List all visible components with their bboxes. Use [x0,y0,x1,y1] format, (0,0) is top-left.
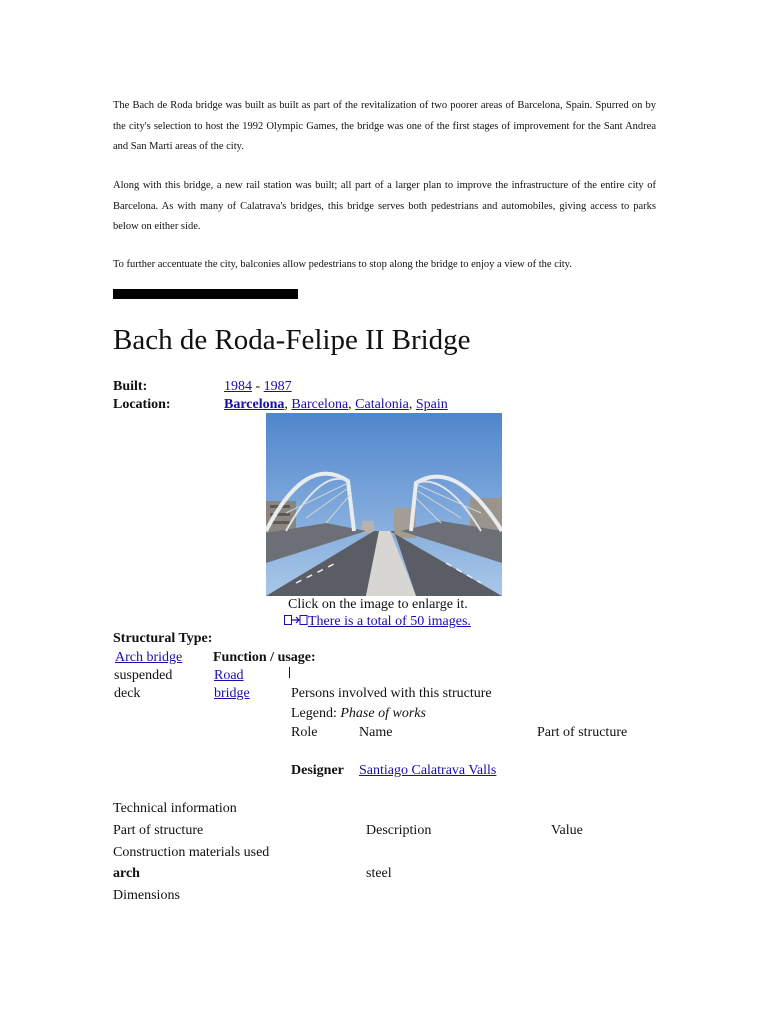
images-arrow-icon [284,615,308,626]
arch-material-value: steel [366,866,392,881]
arch-bridge-link[interactable]: Arch bridge [115,650,183,665]
persons-row-role: Designer [291,763,344,778]
designer-name-link[interactable]: Santiago Calatrava Valls [359,763,497,778]
images-link-row[interactable] [284,614,471,630]
location-region-link[interactable]: Catalonia [355,397,409,412]
location-city-link[interactable]: Barcelona [224,397,285,412]
total-images-link[interactable]: There is a total of 50 images. [308,614,471,629]
materials-heading: Construction materials used [113,845,270,860]
bridge-photo[interactable] [266,413,502,596]
location-comma-1: , [284,397,288,412]
divider-bar [113,289,298,299]
persons-heading: Persons involved with this structure [291,686,492,701]
persons-col-name: Name [359,725,393,740]
location-comma-2: , [348,397,352,412]
location-comma-3: , [408,397,413,412]
structural-type-suspended: suspended [114,668,173,683]
built-end-link[interactable]: 1987 [263,379,292,394]
technical-col-part: Part of structure [113,823,204,838]
structural-type-deck: deck [114,686,141,701]
persons-col-part: Part of structure [537,725,628,740]
built-label: Built: [113,379,148,394]
page-title: Bach de Roda-Felipe II Bridge [113,324,471,356]
persons-legend [291,706,426,722]
image-caption: Click on the image to enlarge it. [288,597,468,612]
technical-col-value: Value [551,823,583,838]
built-years [224,379,292,395]
legend-label: Legend: [291,706,337,721]
persons-col-role: Role [291,725,318,740]
function-usage-label: Function / usage: [213,650,316,665]
bridge-link[interactable]: bridge [214,686,250,701]
dimensions-heading: Dimensions [113,888,180,903]
location-province-link[interactable]: Barcelona [291,397,349,412]
technical-col-description: Description [366,823,432,838]
legend-value: Phase of works [340,706,426,721]
road-link[interactable]: Road [214,668,244,683]
location-label: Location: [113,397,171,412]
built-separator: - [252,379,264,394]
structural-type-label: Structural Type: [113,631,213,646]
built-start-link[interactable]: 1984 [224,379,252,394]
text-cursor [289,667,290,678]
technical-heading: Technical information [113,801,237,816]
location-country-link[interactable]: Spain [415,397,448,412]
intro-paragraph-2: Along with this bridge, a new rail station was built; all part of a larger plan to improve the infrastructure of the entire city of Barcelona. As with many of Calatrava's bridges, this bridge serves both pedestrians and automobiles, giving access to parks below on either side. [113,180,656,232]
arch-part-label: arch [113,866,140,881]
location-value [224,397,448,413]
intro-paragraph-3: To further accentuate the city, balconies allow pedestrians to stop along the bridge to enjoy a view of the city. [113,259,572,270]
intro-paragraph-1: The Bach de Roda bridge was built as built as part of the revitalization of two poorer areas of Barcelona, Spain. Spurred on by the city's selection to host the 1992 Olympic Games, the bridge was one of the first stages of improvement for the Sant Andrea and San Marti areas of the city. [113,100,656,152]
